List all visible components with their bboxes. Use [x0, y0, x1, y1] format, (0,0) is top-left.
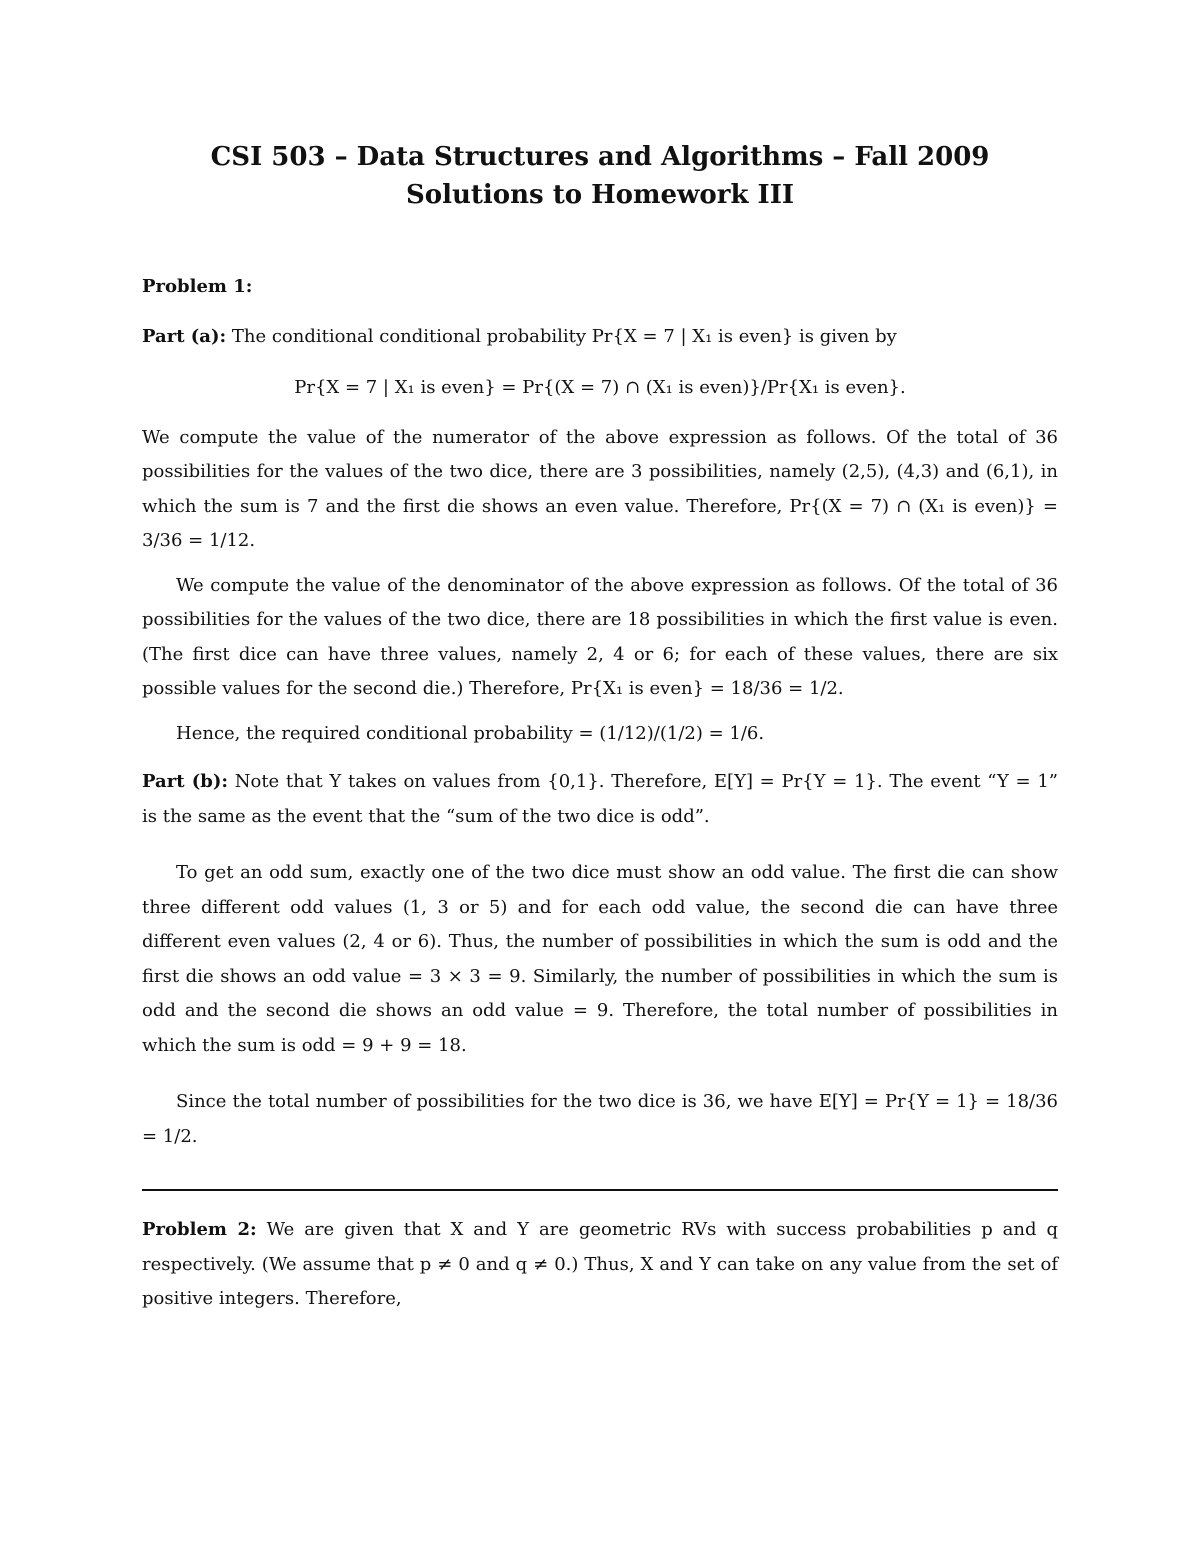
title-line-1: CSI 503 – Data Structures and Algorithms – Fall 2009	[210, 142, 990, 172]
problem-2-text: We are given that X and Y are geometric RVs with success probabilities p and q respectively. (We assume that p ≠ 0 and q ≠ 0.) Thus, X and Y can take on any value from the set of positive integers. Therefore,	[142, 1219, 1058, 1309]
part-a-paragraph-3: Hence, the required conditional probability = (1/12)/(1/2) = 1/6.	[176, 722, 765, 744]
title-line-2: Solutions to Homework III	[405, 180, 795, 210]
part-a-equation: Pr{X = 7 | X₁ is even} = Pr{(X = 7) ∩ (X₁ is even)}/Pr{X₁ is even}.	[294, 376, 906, 398]
document-title	[142, 138, 1058, 214]
part-a-intro-text: The conditional conditional probability Pr{X = 7 | X₁ is even} is given by	[231, 326, 897, 347]
part-a-paragraph-1: We compute the value of the numerator of the above expression as follows. Of the total of 36 possibilities for the values of the two dice, there are 3 possibilities, namely (2,5), (4,3) and (6,1), in which the sum is 7 and the first die shows an even value. Therefore, Pr{(X = 7) ∩ (X₁ is even)} = 3/36 = 1/12.	[142, 426, 1058, 551]
part-a-paragraph-2: We compute the value of the denominator of the above expression as follows. Of the total of 36 possibilities for the values of the two dice, there are 18 possibilities in which the first value is even. (The first dice can have three values, namely 2, 4 or 6; for each of these values, there are six possible values for the second die.) Therefore, Pr{X₁ is even} = 18/36 = 1/2.	[142, 574, 1058, 699]
part-b-label: Part (b):	[142, 771, 229, 792]
part-b-paragraph-2: Since the total number of possibilities for the two dice is 36, we have E[Y] = Pr{Y = 1} = 18/36 = 1/2.	[142, 1091, 1058, 1147]
section-divider	[142, 1189, 1058, 1191]
part-a-intro	[142, 320, 1058, 355]
document-page	[142, 138, 1058, 1317]
problem-2-paragraph	[142, 1213, 1058, 1317]
part-b-intro-text: Note that Y takes on values from {0,1}. Therefore, E[Y] = Pr{Y = 1}. The event “Y = 1” is the same as the event that the “sum of the two dice is odd”.	[142, 771, 1058, 827]
part-b-paragraph-1: To get an odd sum, exactly one of the two dice must show an odd value. The first die can show three different odd values (1, 3 or 5) and for each odd value, the second die can have three different even values (2, 4 or 6). Thus, the number of possibilities in which the sum is odd and the first die shows an odd value = 3 × 3 = 9. Similarly, the number of possibilities in which the sum is odd and the second die shows an odd value = 9. Therefore, the total number of possibilities in which the sum is odd = 9 + 9 = 18.	[142, 862, 1058, 1056]
problem-1-heading: Problem 1:	[142, 276, 253, 297]
part-b-intro	[142, 765, 1058, 834]
part-a-label: Part (a):	[142, 326, 227, 347]
problem-2-heading: Problem 2:	[142, 1219, 257, 1240]
